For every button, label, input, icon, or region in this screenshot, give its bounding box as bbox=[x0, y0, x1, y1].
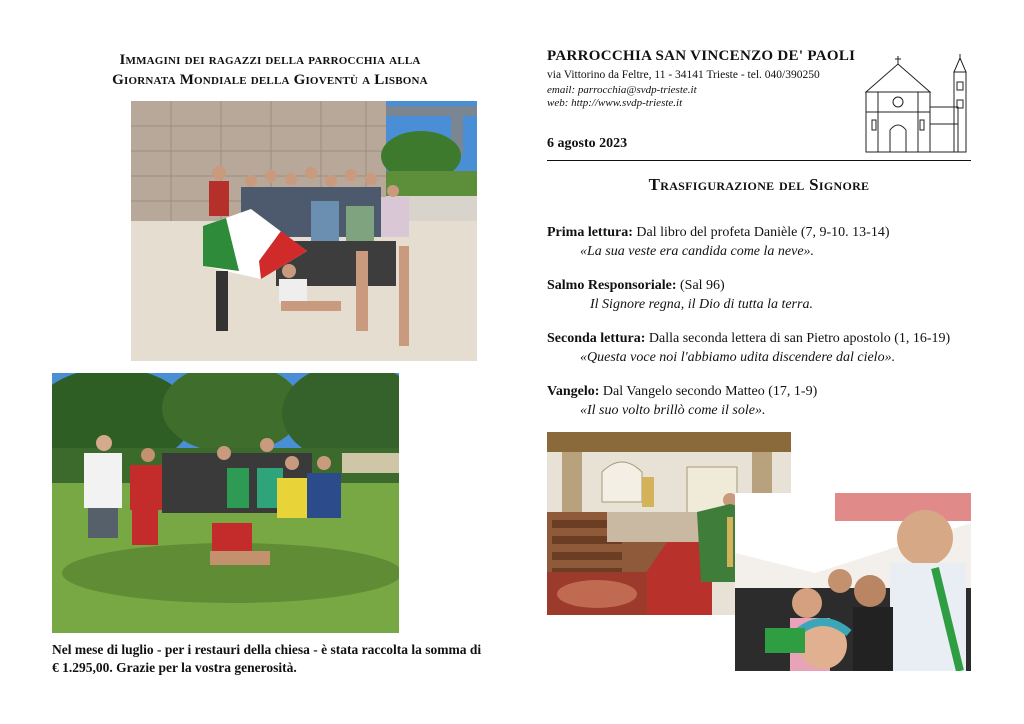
title-line-2: Giornata Mondiale della Gioventù a Lisbona bbox=[112, 72, 428, 88]
reading-label: Seconda lettura: bbox=[547, 331, 646, 346]
reading-quote: Il Signore regna, il Dio di tutta la terra. bbox=[590, 297, 813, 312]
reading-gospel bbox=[547, 382, 987, 420]
parish-email[interactable]: email: parrocchia@svdp-trieste.it bbox=[547, 84, 697, 96]
reading-first bbox=[547, 223, 987, 261]
feast-title: Trasfigurazione del Signore bbox=[648, 175, 870, 194]
reading-reference: Dal Vangelo secondo Matteo (17, 1-9) bbox=[599, 384, 818, 399]
reading-reference: Dalla seconda lettera di san Pietro apostolo (1, 16-19) bbox=[645, 331, 951, 346]
parish-address: via Vittorino da Feltre, 11 - 34141 Trieste - tel. 040/390250 bbox=[547, 69, 820, 81]
reading-psalm bbox=[547, 276, 987, 314]
reading-second bbox=[547, 329, 987, 367]
reading-quote: «La sua veste era candida come la neve». bbox=[580, 244, 815, 259]
photo-group-on-grass bbox=[52, 373, 399, 633]
reading-label: Salmo Responsoriale: bbox=[547, 278, 677, 293]
reading-label: Prima lettura: bbox=[547, 225, 633, 240]
bulletin-date: 6 agosto 2023 bbox=[547, 136, 628, 151]
header-divider bbox=[547, 160, 971, 161]
photo-selfie bbox=[735, 493, 971, 671]
reading-quote: «Il suo volto brillò come il sole». bbox=[580, 403, 766, 418]
reading-reference: (Sal 96) bbox=[676, 278, 725, 293]
reading-reference: Dal libro del profeta Danièle (7, 9-10. 13-14) bbox=[632, 225, 890, 240]
title-line-1: Immagini dei ragazzi della parrocchia alla bbox=[119, 52, 421, 68]
church-drawing-icon bbox=[858, 52, 972, 156]
donation-caption: Nel mese di luglio - per i restauri della chiesa - è stata raccolta la somma di € 1.295,00. Grazie per la vostra generosità. bbox=[52, 642, 482, 675]
reading-label: Vangelo: bbox=[547, 384, 600, 399]
photo-section-title bbox=[60, 50, 480, 90]
photo-group-with-flag bbox=[131, 101, 477, 361]
reading-quote: «Questa voce noi l'abbiamo udita discendere dal cielo». bbox=[580, 350, 896, 365]
parish-website[interactable]: web: http://www.svdp-trieste.it bbox=[547, 97, 683, 109]
parish-name: PARROCCHIA SAN VINCENZO DE' PAOLI bbox=[547, 48, 856, 64]
